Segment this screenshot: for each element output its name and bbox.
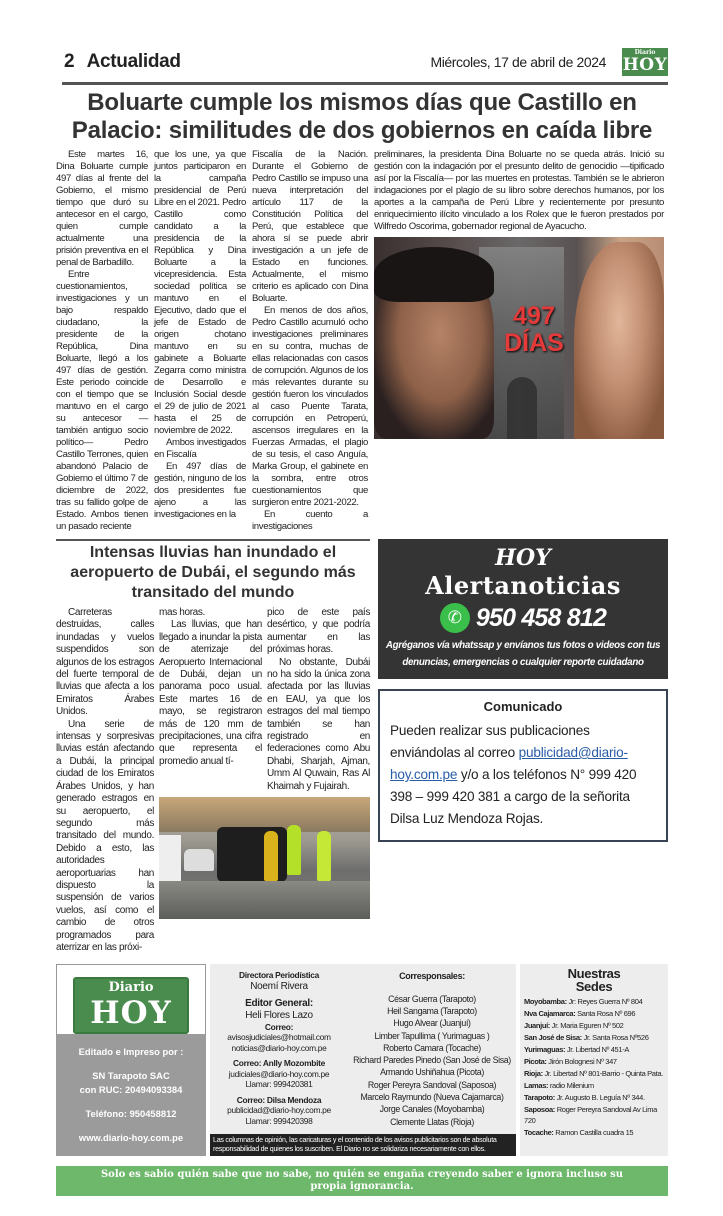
article2-body xyxy=(56,607,370,954)
email-label: Correo: xyxy=(264,1021,294,1032)
comunicado-text: Pueden realizar sus publicaciones enviándolas al correo xyxy=(390,723,590,760)
office-item xyxy=(524,1104,664,1128)
office-item xyxy=(524,996,664,1008)
office-item xyxy=(524,1008,664,1020)
ad-description: Agréganos vía whatssap y envíanos tus fotos o videos con tus denuncias, emergencias o cualquier reporte cuidadano xyxy=(385,640,661,668)
editor-name: Heli Flores Lazo xyxy=(245,1009,313,1021)
article-headline-boluarte: Boluarte cumple los mismos días que Castillo en Palacio: similitudes de dos gobiernos en caída libre xyxy=(71,89,653,144)
staff-email[interactable]: avisosjudiciales@hotmail.com xyxy=(227,1032,331,1043)
article2-divider xyxy=(56,539,370,541)
article2-column-1 xyxy=(56,607,154,954)
paragraph: Entre cuestionamientos, investigaciones y un bajo respaldo ciudadano, la presidente de la República, Dina Boluarte, llegó a los 497 días de gestión. Este periodo coincide con el tiempo que se mantuvo en el cargo su antecesor —también antiguo socio político— Pedro Castillo Terrones, quien abandonó Palacio de Gobierno el último 7 de diciembre de 2022, tras su fallido golpe de Estado. Ambos tienen un pasado reciente xyxy=(56,269,148,532)
office-item xyxy=(524,1127,664,1139)
paragraph: En menos de dos años, Pedro Castillo acumuló ocho investigaciones preliminares en su contra, muchas de ellas relacionadas con casos de corrupción. Algunos de los más relevantes durante su gestión fueron los vinculados al caso Puente Tarata, corrupción en Petroperú, ascensos irregulares en la Fuerzas Armadas, el plagio de su tesis, el caso Anguía, Marka Group, el gabinete en la sombra, entre otros cuestionamientos que surgieron entre 2021-2022. xyxy=(252,305,368,508)
company-ruc: con RUC: 20494093384 xyxy=(79,1084,183,1096)
comunicado-text: y/o a los teléfonos N° 999 420 398 – 999 420 381 a cargo de la señorita Dilsa Luz Mendoza Rojas. xyxy=(390,767,637,826)
paragraph: No obstante, Dubái no ha sido la única zona afectada por las lluvias en EAU, ya que los estragos del mal tiempo también se han registrado en federaciones como Abu Dhabi, Sharjah, Ajman, Umm Al Quwain, Ras Al Khaimah y Fujairah. xyxy=(267,656,370,792)
contact-email[interactable]: publicidad@diario-hoy.com.pe xyxy=(227,1105,331,1116)
correspondent: Roberto Camara (Tocache) xyxy=(383,1042,481,1053)
staff-box xyxy=(210,964,348,1134)
office-address: Santa Rosa Nº 696 xyxy=(575,1009,636,1019)
middle-section xyxy=(56,539,668,954)
publication-date: Miércoles, 17 de abril de 2024 xyxy=(430,54,606,70)
director-label: Directora Periodística xyxy=(239,970,319,981)
whatsapp-icon: ✆ xyxy=(440,603,470,633)
website-link[interactable]: www.diario-hoy.com.pe xyxy=(78,1132,184,1144)
office-item xyxy=(524,1032,664,1044)
logo-top-text: Diario xyxy=(108,980,154,996)
comunicado-body xyxy=(390,720,656,830)
logo-main-text: HOY xyxy=(622,55,668,75)
article2-columns xyxy=(159,607,370,793)
office-item xyxy=(524,1068,664,1080)
ad-phone[interactable]: 950 458 812 xyxy=(475,604,607,632)
white-van xyxy=(159,835,181,885)
page-number: 2 xyxy=(64,51,75,72)
email-link[interactable]: publicidad@diario-hoy.com.pe xyxy=(390,745,628,782)
photo-overlay-days: 497 DÍAS xyxy=(504,302,564,357)
article1-column-3 xyxy=(252,149,368,533)
offices-title-2: Sedes xyxy=(575,979,613,995)
footer-middle-top xyxy=(210,964,516,1134)
worker xyxy=(287,825,301,875)
office-city: Lamas: xyxy=(524,1080,549,1090)
boluarte-portrait xyxy=(574,242,664,439)
comunicado-title: Comunicado xyxy=(483,699,563,714)
footer-quote: Solo es sabio quién sabe que no sabe, no quién se engaña creyendo saber e ignora incluso su propia ignorancia. xyxy=(56,1166,668,1196)
office-city: Picota: xyxy=(524,1056,547,1066)
page-header xyxy=(56,46,668,78)
diario-hoy-logo xyxy=(622,48,668,76)
correspondent: Jorge Canales (Moyobamba) xyxy=(379,1104,485,1115)
paragraph: mas horas. xyxy=(159,607,205,618)
office-item xyxy=(524,1092,664,1104)
footer xyxy=(56,964,668,1156)
ad-brand: HOY xyxy=(495,545,551,571)
paragraph: preliminares, la presidenta Dina Boluarte no se queda atrás. Inició su gestión con la indagación por el presunto delito de genocidio —tipificado así por la Fiscalía— por las muertes en protestas. También se le abrieron indagaciones por el plagio de su libro sobre derechos humanos, por los aportes a la campaña de Perú Libre y recientemente por presunto enriquecimiento ilícito vinculado a los Rolex que le fueron prestados por Wilfredo Oscorima, gobernador regional de Ayacucho. xyxy=(374,149,664,232)
office-city: Tarapoto: xyxy=(524,1092,555,1102)
office-city: Nva Cajamarca: xyxy=(524,1009,576,1019)
worker xyxy=(317,831,331,881)
office-city: Tocache: xyxy=(524,1128,554,1138)
correspondent: Roger Pereyra Sandoval (Saposoa) xyxy=(367,1079,497,1090)
paragraph: En 497 días de gestión, ninguno de los dos presidentes fue ajeno a las investigaciones en la xyxy=(154,461,246,520)
office-city: Yurimaguas: xyxy=(524,1045,566,1054)
paragraph: Una serie de intensas y sorpresivas lluvias están afectando a Dubái, la principal ciudad de los Emiratos Árabes Unidos, y han generado estragos en su aeropuerto, el segundo más transitado del mundo. Debido a esto, las autoridades aeroportuarias han dispuesto la suspensión de varios vuelos, así como el cambio de otros programados para aterrizar en las próxi- xyxy=(56,718,154,953)
office-address: radio Milenium xyxy=(548,1080,594,1090)
offices-box xyxy=(520,964,668,1156)
correspondent: Richard Paredes Pinedo (San José de Sisa) xyxy=(353,1055,511,1066)
office-address: Jr. Libertad Nº 801-Barrio - Quinta Pata. xyxy=(542,1068,663,1078)
company-name: SN Tarapoto SAC xyxy=(92,1070,170,1082)
correspondent: Clemente Llatas (Rioja) xyxy=(390,1116,474,1127)
article2-column-2 xyxy=(159,607,262,793)
director-name: Noemí Rivera xyxy=(250,980,308,992)
correspondent: Armando Ushiñahua (Picota) xyxy=(380,1067,484,1078)
paragraph: En cuento a investigaciones xyxy=(252,509,368,532)
comunicado-box xyxy=(378,689,668,842)
contact-label: Correo: Dilsa Mendoza xyxy=(236,1094,322,1105)
correspondent: Marcelo Raymundo (Nueva Cajamarca) xyxy=(360,1092,504,1103)
article-headline-dubai: Intensas lluvias han inundado el aeropuerto de Dubái, el segundo más transitado del mundo xyxy=(70,544,356,601)
correspondents-label: Corresponsales: xyxy=(399,971,465,982)
correspondent: César Guerra (Tarapoto) xyxy=(388,993,476,1004)
paragraph: Este martes 16, Dina Boluarte cumple 497 días al frente del Gobierno, el mismo tiempo que duró su antecesor en el cargo, quien cumple actualmente una prisión preventiva en el penal de Barbadillo. xyxy=(56,149,148,268)
subhead-fiscalia: Ambos investigados en Fiscalía xyxy=(154,437,246,460)
publisher-info xyxy=(56,1034,206,1156)
alertanoticias-ad xyxy=(378,539,668,679)
office-city: Rioja: xyxy=(524,1068,543,1078)
office-address: Roger Pereyra Sandoval Av Lima 720 xyxy=(524,1104,657,1126)
dubai-flood-photo xyxy=(159,797,370,919)
castillo-portrait xyxy=(374,247,494,439)
office-city: San José de Sisa: xyxy=(524,1033,582,1043)
ad-phone-row xyxy=(384,603,662,633)
contact-label: Correo: Anlly Mozombite xyxy=(233,1058,325,1069)
footer-middle xyxy=(210,964,516,1156)
logo-main-text: HOY xyxy=(90,995,172,1032)
correspondent: Limber Tapullima ( Yurimaguas ) xyxy=(374,1030,490,1041)
office-item xyxy=(524,1080,664,1092)
article1-column-2 xyxy=(154,149,246,533)
paragraph: Fiscalía de la Nación. Durante el Gobierno de Pedro Castillo se impuso una nueva interpretación del artículo 117 de la Constitución Política del Perú, que establece que ahora sí se puede abrir investigación a un jefe de Estado en funciones. Actualmente, el mismo criterio es aplicado con Dina Boluarte. xyxy=(252,149,368,304)
logo-top-text: Diario xyxy=(634,49,656,56)
castillo-boluarte-photo xyxy=(374,237,664,439)
disclaimer: Las columnas de opinión, las caricaturas y el contenido de los avisos publicitarios son de absoluta responsabilidad de quienes los suscriben. El Diario no se solidariza necesariamente con ellos. xyxy=(210,1134,516,1156)
offices-title-1: Nuestras xyxy=(567,966,621,982)
office-city: Juanjuí: xyxy=(524,1021,550,1031)
palace-door xyxy=(507,377,537,439)
article2-right xyxy=(159,607,370,954)
company-phone: Teléfono: 950458812 xyxy=(85,1108,177,1120)
diario-hoy-logo-large xyxy=(73,977,189,1034)
floodwater xyxy=(159,881,370,919)
staff-email[interactable]: noticias@diario-hoy.com.pe xyxy=(231,1042,327,1053)
office-address: Jr. Libertad Nº 451-A xyxy=(565,1045,629,1054)
correspondents-box xyxy=(348,964,516,1134)
office-address: Jirón Bolognesi Nº 347 xyxy=(546,1056,617,1066)
contact-phone: Llamar: 999420381 xyxy=(245,1079,313,1090)
worker xyxy=(264,831,278,881)
paragraph: pico de este país desértico, y que podría aumentar en las próximas horas. xyxy=(267,607,370,656)
office-item xyxy=(524,1020,664,1032)
office-item xyxy=(524,1044,664,1056)
hair xyxy=(374,247,494,302)
office-city: Moyobamba: xyxy=(524,997,567,1007)
editor-label: Editor General: xyxy=(245,997,313,1009)
correspondent: Heil Sangama (Tarapoto) xyxy=(387,1005,477,1016)
office-address: Jr. Santa Rosa Nº526 xyxy=(581,1033,649,1043)
ad-title: Alertanoticias xyxy=(425,571,621,600)
office-address: Jr. Augusto B. Leguía Nº 344. xyxy=(554,1092,645,1102)
header-divider xyxy=(62,82,668,85)
article2-column-3 xyxy=(267,607,370,793)
correspondent: Hugo Alvear (Juanjuí) xyxy=(393,1018,471,1029)
office-address: Jr. Maria Eguren Nº 502 xyxy=(549,1021,624,1031)
contact-email[interactable]: judiciales@diario-hoy.com.pe xyxy=(228,1068,330,1079)
article1-column-1 xyxy=(56,149,148,533)
section-title: Actualidad xyxy=(86,51,181,72)
side-column xyxy=(378,539,668,954)
edited-by: Editado e Impreso por : xyxy=(78,1046,184,1058)
paragraph: Carreteras destruidas, calles inundadas y vuelos suspendidos son algunos de los estragos del fuerte temporal de lluvias que afecta a los Emiratos Árabes Unidos. xyxy=(56,607,154,718)
office-address: Jr: Reyes Guerra Nº 804 xyxy=(566,997,643,1007)
office-item xyxy=(524,1056,664,1068)
contact-phone: Llamar: 999420398 xyxy=(245,1115,313,1126)
paragraph: Las lluvias, que han llegado a inundar la pista de aterrizaje del Aeropuerto Internacional de Dubái, dejan un panorama poco usual. Este martes 16 de mayo, se registraron más de 120 mm de precipitaciones, una cifra que representa el promedio anual tí- xyxy=(159,619,262,767)
office-city: Saposoa: xyxy=(524,1104,555,1114)
article1-body xyxy=(56,149,668,533)
article2 xyxy=(56,539,370,954)
office-address: Ramon Castilla cuadra 15 xyxy=(553,1128,634,1138)
article1-column-4 xyxy=(374,149,664,533)
footer-left xyxy=(56,964,206,1156)
paragraph: que los une, ya que juntos participaron en la campaña presidencial de Perú Libre en el 2021. Pedro Castillo como candidato a la presidencia de la República y Dina Boluarte a la vicepresidencia. Esta sociedad política se mantuvo en el Ejecutivo, dado que el jefe de Estado de origen chotano mantuvo en su gabinete a Boluarte Zegarra como ministra de Desarrollo e Inclusión Social desde el 29 de julio de 2021 hasta el 25 de noviembre de 2022. xyxy=(154,149,246,436)
car xyxy=(184,849,214,871)
